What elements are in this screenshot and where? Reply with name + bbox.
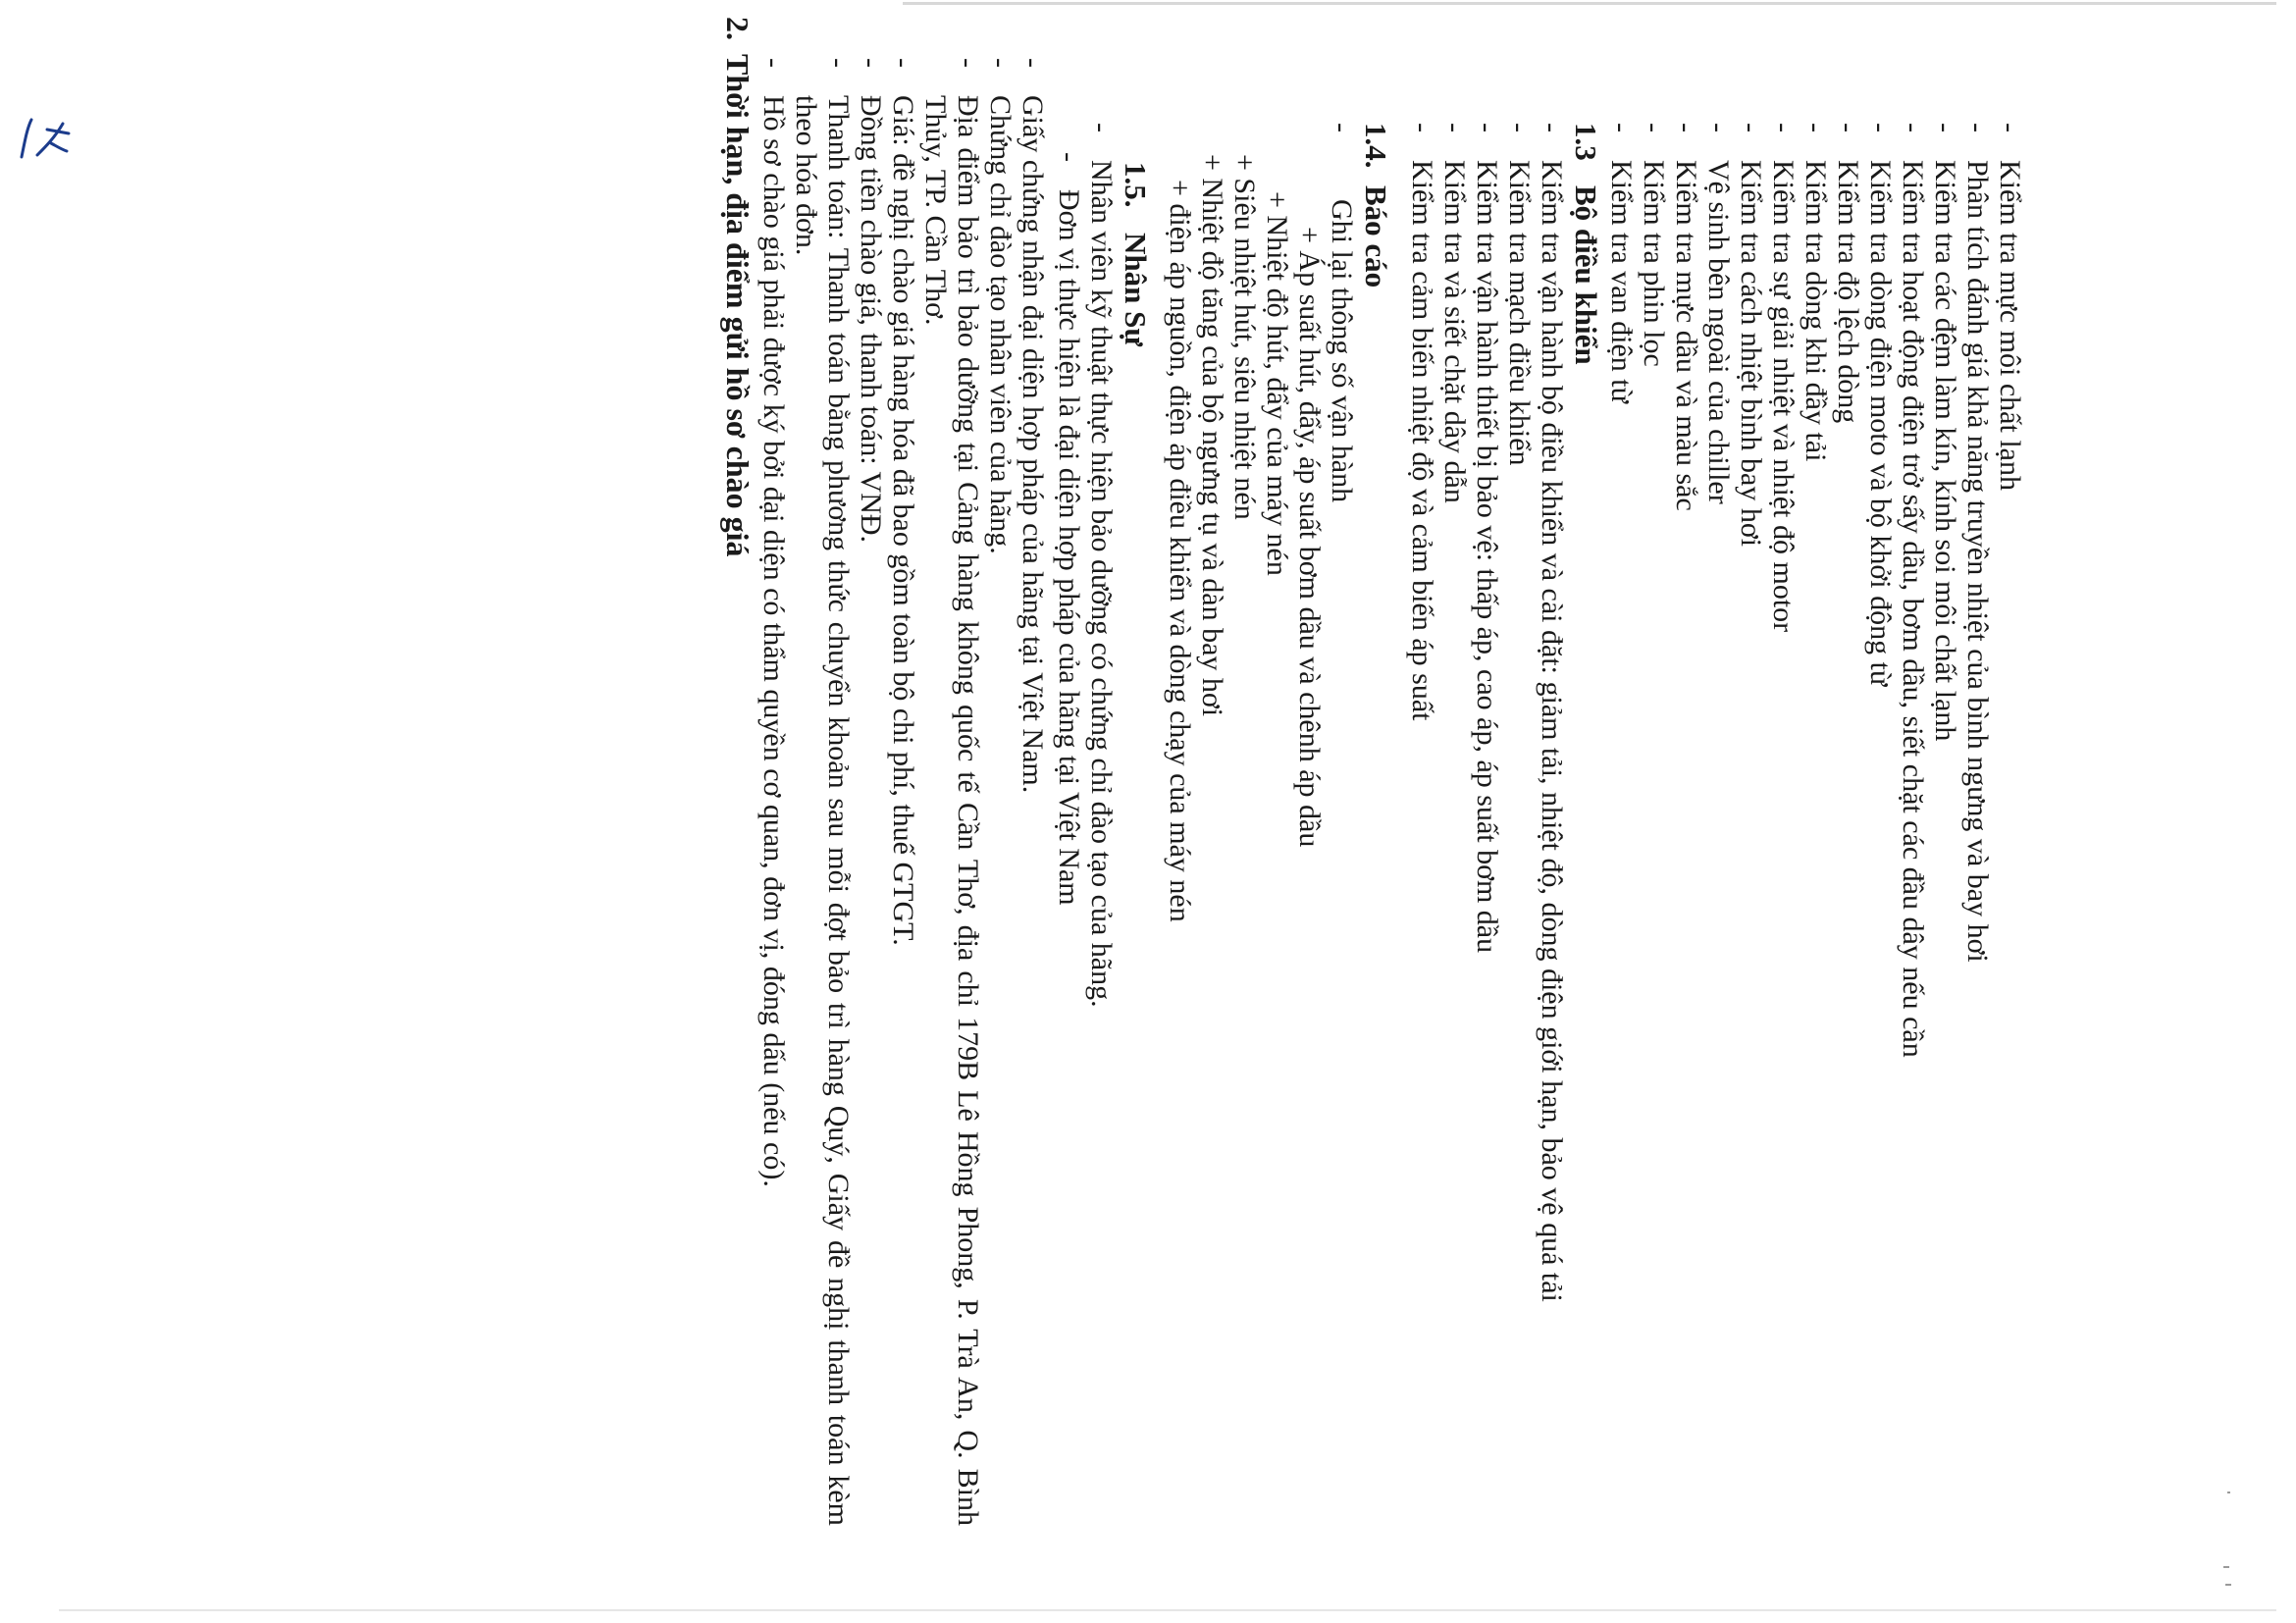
section-1-3-heading: 1.3Bộ điều khiển <box>1569 123 1603 365</box>
list-item: - Kiểm tra dòng điện moto và bộ khởi động từ <box>1864 123 1897 687</box>
list-item: - Giấy chứng nhận đại diện hợp pháp của hãng tại Việt Nam. <box>1017 58 1049 794</box>
list-dash: - <box>1085 123 1118 132</box>
section-1-5-list <box>1053 123 1118 1526</box>
list-item: - Phân tích đánh giá khả năng truyền nhiệt của bình ngưng và bay hơi <box>1961 123 1994 963</box>
list-dash: - <box>1471 123 1503 132</box>
list-item: - Kiểm tra van điện từ <box>1605 123 1638 403</box>
list-item: - Kiểm tra vận hành thiết bị bảo vệ: thấp áp, cao áp, áp suất bơm dầu <box>1471 123 1503 954</box>
section-2-heading: 2.Thời hạn, địa điểm gửi hồ sơ chào giá <box>720 17 756 557</box>
list-dash: - <box>1638 123 1670 132</box>
document-body <box>720 17 2026 1526</box>
list-item: - Kiểm tra độ lệch dòng <box>1832 123 1864 424</box>
section-1-2-list <box>1605 123 2026 1526</box>
list-dash: - <box>855 58 887 68</box>
section-1-3-list <box>1406 123 1568 1526</box>
list-dash: - <box>1702 123 1735 132</box>
list-dash: - <box>1897 123 1929 132</box>
list-dash: - <box>1503 123 1536 132</box>
list-item: - Kiểm tra phin lọc <box>1638 123 1670 367</box>
list-dash: - <box>822 58 855 68</box>
list-item: - Địa điểm bảo trì bảo dưỡng tại Cảng hàng không quốc tế Cần Thơ, địa chỉ 179B Lê Hồng Phong, P. Trà An, Q. Bình Thủy, TP. Cần Thơ. <box>919 58 984 1526</box>
list-dash: - <box>1017 58 1049 68</box>
list-dash: - <box>1832 123 1864 132</box>
list-dash: - <box>1864 123 1897 132</box>
list-item: - Kiểm tra cách nhiệt bình bay hơi <box>1735 123 1767 548</box>
sub-list-item: + Nhiệt độ tăng của bộ ngưng tụ và dàn bay hơi <box>1196 154 1228 717</box>
list-item: - Giá: đề nghị chào giá hàng hóa đã bao gồm toàn bộ chi phí, thuế GTGT. <box>887 58 919 946</box>
section-1-4-heading: 1.4.Báo cáo <box>1359 123 1393 288</box>
sub-list-item: + Áp suất hút, đẩy, áp suất bơm dầu và chênh áp dầu <box>1293 227 1326 848</box>
list-item: - Nhân viên kỹ thuật thực hiện bảo dưỡng có chứng chỉ đào tạo của hãng. <box>1085 123 1118 1008</box>
list-dash: - <box>1053 152 1085 162</box>
list-item: - Kiểm tra hoạt động điện trở sấy dầu, bơm dầu, siết chặt các đầu dây nếu cần <box>1897 123 1929 1058</box>
section-1-4-sublist <box>1164 123 1326 1526</box>
list-item: - Đồng tiền chào giá, thanh toán: VNĐ. <box>855 58 887 544</box>
list-dash: - <box>1767 123 1800 132</box>
list-item: - Kiểm tra mực môi chất lạnh <box>1994 123 2026 491</box>
list-item: - Chứng chỉ đào tạo nhân viên của hãng. <box>984 58 1017 554</box>
list-dash: - <box>984 58 1017 68</box>
list-item: - Kiểm tra sự giải nhiệt và nhiệt độ motor <box>1767 123 1800 633</box>
sub-list-item: + Siêu nhiệt hút, siêu nhiệt nén <box>1228 154 1261 520</box>
list-dash: - <box>1670 123 1702 132</box>
list-item: - Kiểm tra cảm biến nhiệt độ và cảm biến áp suất <box>1406 123 1438 721</box>
list-item: - Kiểm tra và siết chặt dây dẫn <box>1438 123 1471 503</box>
list-dash: - <box>1406 123 1438 132</box>
list-dash: - <box>1438 123 1471 132</box>
list-item: - Thanh toán: Thanh toán bằng phương thức chuyển khoản sau mỗi đợt bảo trì hàng Quý, Giấy đề nghị thanh toán kèm theo hóa đơn. <box>790 58 855 1526</box>
list-item: - Vệ sinh bên ngoài của chiller <box>1702 123 1735 504</box>
list-item: - Hồ sơ chào giá phải được ký bởi đại diện có thẩm quyền cơ quan, đơn vị, đóng dấu (nếu có). <box>757 58 790 1187</box>
list-item: - Ghi lại thông số vận hành <box>1326 123 1358 503</box>
list-dash: - <box>1605 123 1638 132</box>
list-item: - Kiểm tra các đệm làm kín, kính soi môi chất lạnh <box>1929 123 1961 742</box>
section-1-5-heading: 1.5.Nhân Sự <box>1119 162 1153 346</box>
list-item: - Kiểm tra dòng khi đầy tải <box>1800 123 1832 462</box>
list-item: - Đơn vị thực hiện là đại diện hợp pháp của hãng tại Việt Nam <box>1053 152 1085 906</box>
list-dash: - <box>1800 123 1832 132</box>
sub-list-item: + điện áp nguồn, điện áp điều khiển và dòng chạy của máy nén <box>1164 180 1196 922</box>
list-dash: - <box>1536 123 1568 132</box>
list-dash: - <box>757 58 790 68</box>
list-dash: - <box>1735 123 1767 132</box>
list-dash: - <box>1929 123 1961 132</box>
list-dash: - <box>887 58 919 68</box>
list-dash: - <box>952 58 984 68</box>
list-item: - Kiểm tra vận hành bộ điều khiển và cài đặt: giảm tải, nhiệt độ, dòng điện giới hạn, bảo vệ quá tải <box>1536 123 1568 1302</box>
list-item: - Kiểm tra mực dầu và màu sắc <box>1670 123 1702 511</box>
list-dash: - <box>1961 123 1994 132</box>
list-dash: - <box>1326 123 1358 132</box>
list-item: - Kiểm tra mạch điều khiển <box>1503 123 1536 466</box>
list-dash: - <box>1994 123 2026 132</box>
general-list <box>757 58 1049 1526</box>
sub-list-item: + Nhiệt độ hút, đẩy của máy nén <box>1261 191 1293 576</box>
